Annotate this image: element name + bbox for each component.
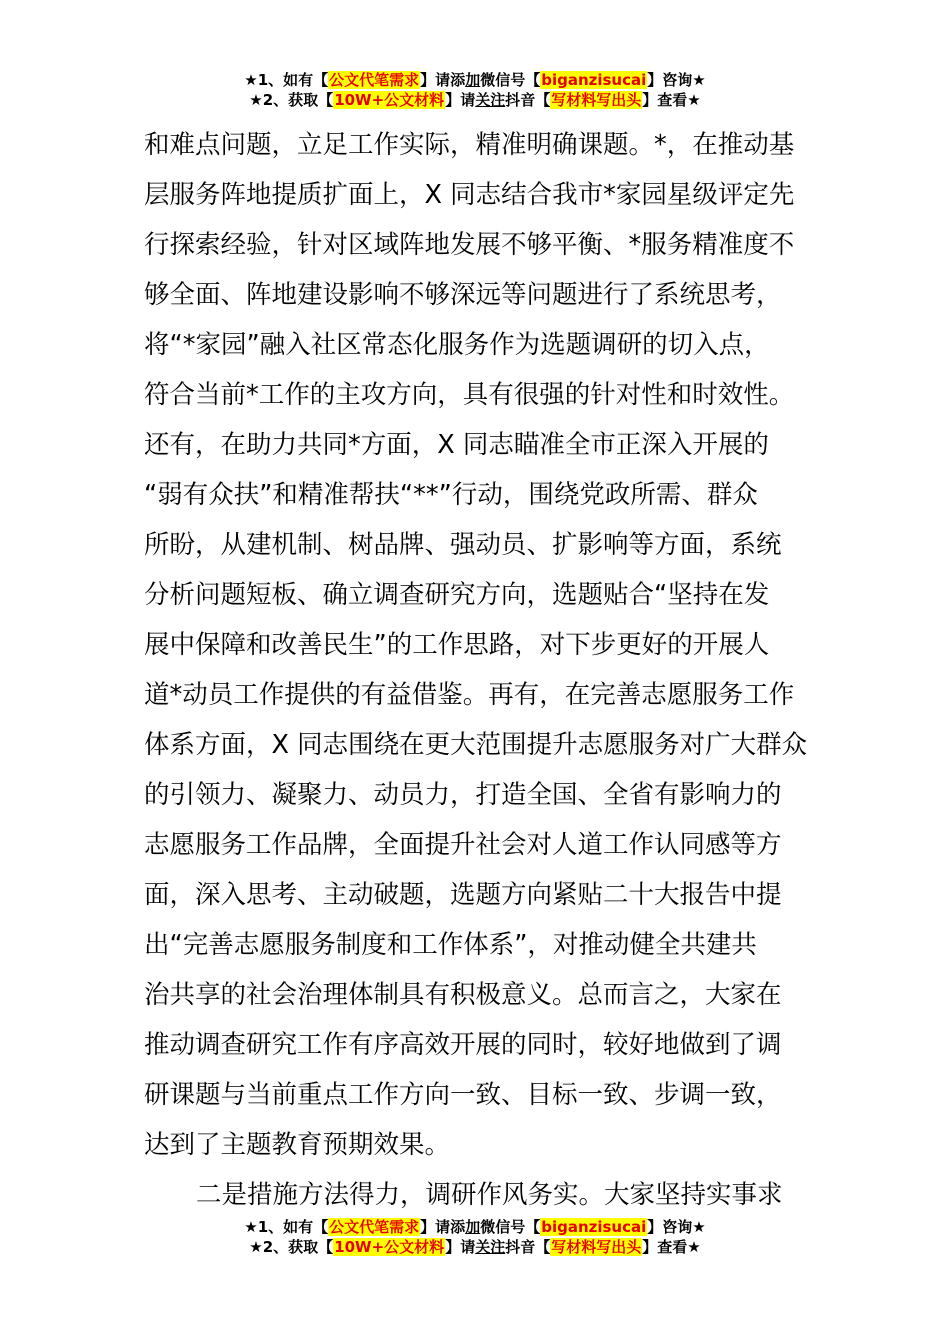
body-line: 将“*家园”融入社区常态化服务作为选题调研的切入点， (144, 330, 770, 360)
highlight-service: 公文代笔需求 (329, 1218, 420, 1236)
header-banner (0, 70, 950, 110)
document-body (144, 120, 808, 1220)
footer-banner (0, 1217, 950, 1257)
body-line: 治共享的社会治理体制具有积极意义。总而言之，大家在 (144, 980, 782, 1010)
body-line: 体系方面，X 同志围绕在更大范围提升志愿服务对广大群众 (144, 730, 808, 760)
body-line: 展中保障和改善民生”的工作思路，对下步更好的开展人 (144, 630, 770, 660)
body-line: 志愿服务工作品牌，全面提升社会对人道工作认同感等方 (144, 830, 782, 860)
body-line: 够全面、阵地建设影响不够深远等问题进行了系统思考， (144, 280, 782, 310)
section-two-opening-line: 二是措施方法得力，调研作风务实。大家坚持实事求 (196, 1180, 783, 1210)
body-line: 面，深入思考、主动破题，选题方向紧贴二十大报告中提 (144, 880, 782, 910)
highlight-wechat-id: biganzisucai (541, 71, 647, 89)
highlight-materials: 10W+公文材料 (334, 91, 445, 109)
banner-line-2: ★2、获取【10W+公文材料】请关注抖音【写材料写出头】查看★ (249, 1238, 701, 1256)
highlight-douyin-account: 写材料写出头 (551, 1238, 642, 1256)
highlight-douyin-account: 写材料写出头 (551, 91, 642, 109)
body-line: 的引领力、凝聚力、动员力，打造全国、全省有影响力的 (144, 780, 782, 810)
highlight-service: 公文代笔需求 (329, 71, 420, 89)
highlight-materials: 10W+公文材料 (334, 1238, 445, 1256)
body-line: 出“完善志愿服务制度和工作体系”，对推动健全共建共 (144, 930, 757, 960)
body-line: 层服务阵地提质扩面上，X 同志结合我市*家园星级评定先 (144, 180, 795, 210)
body-line: 分析问题短板、确立调查研究方向，选题贴合“坚持在发 (144, 580, 770, 610)
body-line: “弱有众扶”和精准帮扶“**”行动，围绕党政所需、群众 (144, 480, 758, 510)
body-line: 研课题与当前重点工作方向一致、目标一致、步调一致， (144, 1080, 782, 1110)
body-line: 行探索经验，针对区域阵地发展不够平衡、*服务精准度不 (144, 230, 795, 260)
body-line: 达到了主题教育预期效果。 (144, 1130, 451, 1160)
highlight-wechat-id: biganzisucai (541, 1218, 647, 1236)
body-line: 道*动员工作提供的有益借鉴。再有，在完善志愿服务工作 (144, 680, 795, 710)
banner-line-1: ★1、如有【公文代笔需求】请添加微信号【biganzisucai】咨询★ (244, 71, 706, 89)
body-line: 推动调查研究工作有序高效开展的同时，较好地做到了调 (144, 1030, 782, 1060)
body-line: 符合当前*工作的主攻方向，具有很强的针对性和时效性。 (144, 380, 795, 410)
banner-line-2: ★2、获取【10W+公文材料】请关注抖音【写材料写出头】查看★ (249, 91, 701, 109)
banner-line-1: ★1、如有【公文代笔需求】请添加微信号【biganzisucai】咨询★ (244, 1218, 706, 1236)
body-line: 和难点问题，立足工作实际，精准明确课题。*，在推动基 (144, 130, 795, 160)
body-line: 还有，在助力共同*方面，X 同志瞄准全市正深入开展的 (144, 430, 769, 460)
body-line: 所盼，从建机制、树品牌、强动员、扩影响等方面，系统 (144, 530, 782, 560)
